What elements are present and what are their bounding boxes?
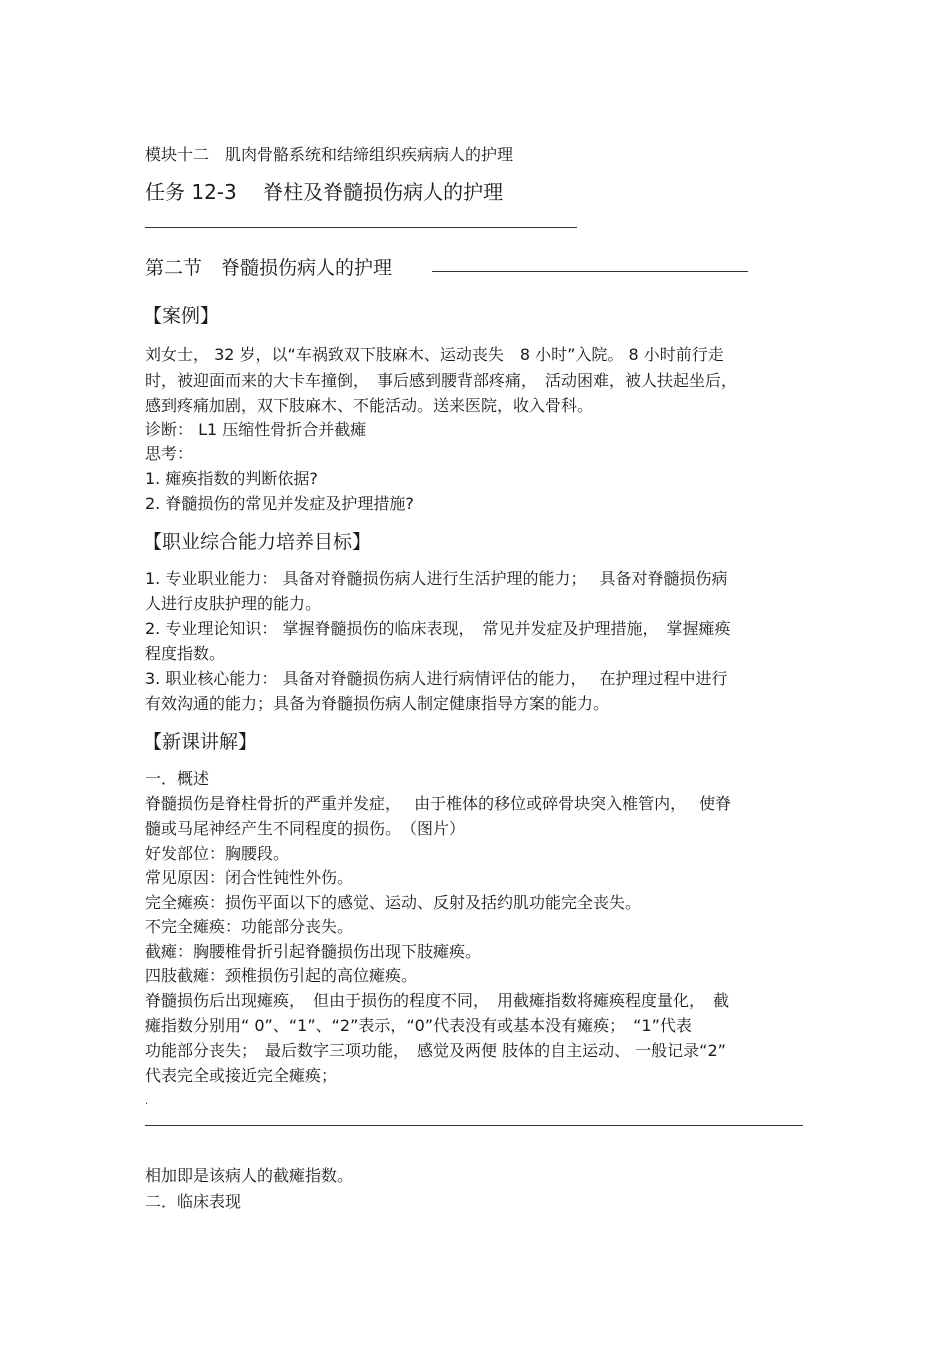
lesson-line: 功能部分丧失； 最后数字三项功能， 感觉及两便 肢体的自主运动、 一般记录“2” xyxy=(145,1041,726,1060)
lesson-line: 髓或马尾神经产生不同程度的损伤。 （图片） xyxy=(145,819,466,838)
goals-heading: 【职业综合能力培养目标】 xyxy=(143,531,372,553)
lesson-line: 截瘫：胸腰椎骨折引起脊髓损伤出现下肢瘫痪。 xyxy=(145,942,482,961)
stray-dot: . xyxy=(145,1096,149,1107)
think-label: 思考： xyxy=(145,444,194,463)
lesson-line: 相加即是该病人的截瘫指数。 xyxy=(145,1166,354,1185)
lesson-line: 不完全瘫痪：功能部分丧失。 xyxy=(145,917,354,936)
module-title: 模块十二 肌肉骨骼系统和结缔组织疾病病人的护理 xyxy=(145,145,514,164)
goal-line: 1. 专业职业能力： 具备对脊髓损伤病人进行生活护理的能力； 具备对脊髓损伤病 xyxy=(145,569,728,588)
case-line: 刘女士， 32 岁，以“车祸致双下肢麻木、运动丧失 8 小时”入院。 8 小时前行走 xyxy=(145,345,724,364)
subsection-title: 二．临床表现 xyxy=(145,1192,242,1211)
lesson-line: 好发部位：胸腰段。 xyxy=(145,844,290,863)
subsection-title: 一．概述 xyxy=(145,769,210,788)
case-heading: 【案例】 xyxy=(143,305,220,327)
goal-line: 3. 职业核心能力： 具备对脊髓损伤病人进行病情评估的能力， 在护理过程中进行 xyxy=(145,669,728,688)
lesson-line: 四肢截瘫：颈椎损伤引起的高位瘫痪。 xyxy=(145,966,418,985)
goal-line: 程度指数。 xyxy=(145,644,226,663)
lesson-heading: 【新课讲解】 xyxy=(143,731,258,753)
goal-line: 人进行皮肤护理的能力。 xyxy=(145,594,322,613)
question-item: 2. 脊髓损伤的常见并发症及护理措施? xyxy=(145,494,414,513)
task-underline xyxy=(145,227,577,228)
case-line: 感到疼痛加剧，双下肢麻木、不能活动。送来医院，收入骨科。 xyxy=(145,396,594,415)
lesson-line: 脊髓损伤后出现瘫痪， 但由于损伤的程度不同， 用截瘫指数将瘫痪程度量化， 截 xyxy=(145,991,730,1010)
goal-line: 有效沟通的能力；具备为脊髓损伤病人制定健康指导方案的能力。 xyxy=(145,694,610,713)
section-underline xyxy=(432,271,748,272)
section-title: 第二节 脊髓损伤病人的护理 xyxy=(145,257,393,279)
page-divider xyxy=(145,1125,803,1126)
lesson-line: 常见原因：闭合性钝性外伤。 xyxy=(145,868,354,887)
lesson-line: 瘫指数分别用“ 0”、“1”、“2”表示，“0”代表没有或基本没有瘫痪； “1”代表 xyxy=(145,1016,692,1035)
lesson-line: 代表完全或接近完全瘫痪； xyxy=(145,1066,338,1085)
lesson-line: 完全瘫痪：损伤平面以下的感觉、运动、反射及括约肌功能完全丧失。 xyxy=(145,893,642,912)
diagnosis-line: 诊断： L1 压缩性骨折合并截瘫 xyxy=(145,420,367,439)
lesson-line: 脊髓损伤是脊柱骨折的严重并发症， 由于椎体的移位或碎骨块突入椎管内， 使脊 xyxy=(145,794,732,813)
task-title: 任务 12-3 脊柱及脊髓损伤病人的护理 xyxy=(145,180,504,204)
question-item: 1. 瘫痪指数的判断依据? xyxy=(145,469,318,488)
goal-line: 2. 专业理论知识： 掌握脊髓损伤的临床表现， 常见并发症及护理措施， 掌握瘫痪 xyxy=(145,619,731,638)
case-line: 时，被迎面而来的大卡车撞倒， 事后感到腰背部疼痛， 活动困难，被人扶起坐后， xyxy=(145,371,738,390)
